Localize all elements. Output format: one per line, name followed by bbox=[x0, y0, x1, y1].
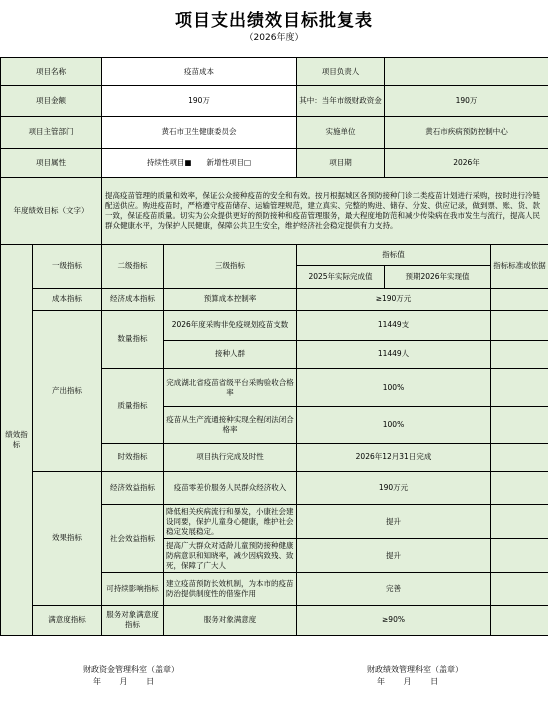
attr-label: 项目属性 bbox=[1, 148, 102, 177]
row-l3: 降低相关疾病流行和暴发，小康社会建设同要，保护儿童身心健康，维护社会稳定发展稳定。 bbox=[164, 504, 297, 538]
signature-date: 年 月 日 bbox=[93, 677, 155, 686]
row-l3: 提高广大群众对适龄儿童预防接种健康防病意识和知晓率，减少因病致残、致死，保障了广大人 bbox=[164, 539, 297, 573]
row-l3: 2026年度采购非免疫规划疫苗支数 bbox=[164, 310, 297, 340]
dept-value: 黄石市卫生健康委员会 bbox=[102, 117, 297, 148]
row-target: 完善 bbox=[297, 573, 491, 605]
row-basis bbox=[491, 573, 548, 605]
unit-value: 黄石市疾病预防控制中心 bbox=[385, 117, 548, 148]
row-target: 100% bbox=[297, 369, 491, 407]
row-target: 100% bbox=[297, 407, 491, 443]
fiscal-amount-value: 190万 bbox=[385, 86, 548, 117]
row-basis bbox=[491, 407, 548, 443]
col-target: 预期2026年实现值 bbox=[385, 266, 491, 288]
row-basis bbox=[491, 605, 548, 635]
col-value: 指标值 bbox=[297, 245, 491, 266]
row-basis bbox=[491, 443, 548, 471]
row-l3: 项目执行完成及时性 bbox=[164, 443, 297, 471]
col-level1: 一级指标 bbox=[33, 245, 102, 288]
signature-label: 财政资金管理科室（盖章） bbox=[83, 665, 179, 674]
row-target: 190万元 bbox=[297, 471, 491, 504]
attr-value: 持续性项目■ 新增性项目□ bbox=[102, 148, 297, 177]
row-l1-cost: 成本指标 bbox=[33, 288, 102, 310]
amount-value: 190万 bbox=[102, 86, 297, 117]
col-last-year: 2025年实际完成值 bbox=[297, 266, 385, 288]
row-basis bbox=[491, 471, 548, 504]
row-l3: 预算成本控制率 bbox=[164, 288, 297, 310]
signature-date: 年 月 日 bbox=[377, 677, 439, 686]
row-l3: 服务对象满意度 bbox=[164, 605, 297, 635]
row-l2-quality: 质量指标 bbox=[102, 369, 164, 444]
row-target: 11449人 bbox=[297, 340, 491, 368]
row-l3: 完成湖北省疫苗省级平台采购验收合格率 bbox=[164, 369, 297, 407]
row-l3: 建立疫苗预防长效机制，为本市的疫苗防治提供制度性的借鉴作用 bbox=[164, 573, 297, 605]
row-target: 提升 bbox=[297, 539, 491, 573]
signature-label: 财政绩效管理科室（盖章） bbox=[367, 665, 463, 674]
row-l3: 接种人群 bbox=[164, 340, 297, 368]
manager-value bbox=[385, 58, 548, 86]
period-label: 项目期 bbox=[297, 148, 385, 177]
row-basis bbox=[491, 340, 548, 368]
row-basis bbox=[491, 288, 548, 310]
row-target: 2026年12月31日完成 bbox=[297, 443, 491, 471]
footer-right-sign bbox=[367, 664, 463, 688]
annual-goal-text: 提高疫苗管理的质量和效率，保证公众接种疫苗的安全和有效。按月根据城区各预防接种门诊二类疫苗计划进行采购，按时进行冷链配送供应。购进疫苗时，严格遵守疫苗储存、运输管理规范，建立真实、完整的购进、储存、分发、供应记录，做到票、账、货、款一致，保证疫苗质量。切实为公众提供更好的预防接种和疫苗管理服务，最大程度地防范和减少传染病在我市发生与流行，提高人民群众健康水平，为保护人民健康，保障公共卫生安全，维护经济社会稳定提供有力支持。 bbox=[102, 177, 548, 244]
project-name-value: 疫苗成本 bbox=[102, 58, 297, 86]
fiscal-amount-label: 其中：当年市级财政资金 bbox=[297, 86, 385, 117]
col-basis: 指标标准或依据 bbox=[491, 245, 548, 288]
row-l2-economic: 经济效益指标 bbox=[102, 471, 164, 504]
row-l2-social: 社会效益指标 bbox=[102, 504, 164, 572]
row-basis bbox=[491, 369, 548, 407]
manager-label: 项目负责人 bbox=[297, 58, 385, 86]
row-basis bbox=[491, 504, 548, 538]
row-l1-output: 产出指标 bbox=[33, 310, 102, 471]
row-l3: 疫苗零差价服务人民群众经济收入 bbox=[164, 471, 297, 504]
amount-label: 项目金额 bbox=[1, 86, 102, 117]
project-name-label: 项目名称 bbox=[1, 58, 102, 86]
row-l1-satisfaction: 满意度指标 bbox=[33, 605, 102, 635]
dept-label: 项目主管部门 bbox=[1, 117, 102, 148]
form-title: 项目支出绩效目标批复表 bbox=[175, 11, 373, 31]
row-l2-sustainable: 可持续影响指标 bbox=[102, 573, 164, 605]
col-level2: 二级指标 bbox=[102, 245, 164, 288]
row-basis bbox=[491, 310, 548, 340]
row-l2-satisfaction: 服务对象满意度指标 bbox=[102, 605, 164, 635]
row-target: 11449支 bbox=[297, 310, 491, 340]
row-target: ≥190万元 bbox=[297, 288, 491, 310]
row-target: ≥90% bbox=[297, 605, 491, 635]
footer-left-sign bbox=[83, 664, 179, 688]
row-l2-econ-cost: 经济成本指标 bbox=[102, 288, 164, 310]
row-target: 提升 bbox=[297, 504, 491, 538]
row-l2-quantity: 数量指标 bbox=[102, 310, 164, 368]
annual-goal-label: 年度绩效目标（文字） bbox=[1, 177, 102, 244]
period-value: 2026年 bbox=[385, 148, 548, 177]
unit-label: 实施单位 bbox=[297, 117, 385, 148]
row-l3: 疫苗从生产流通接种实现全程闭法闭合格率 bbox=[164, 407, 297, 443]
row-basis bbox=[491, 539, 548, 573]
row-l2-timeliness: 时效指标 bbox=[102, 443, 164, 471]
col-level3: 三级指标 bbox=[164, 245, 297, 288]
row-l1-effect: 效果指标 bbox=[33, 471, 102, 605]
approval-table bbox=[0, 57, 548, 636]
indicators-side-label: 绩效指标 bbox=[1, 245, 33, 636]
form-year: （2026年度） bbox=[244, 33, 304, 43]
